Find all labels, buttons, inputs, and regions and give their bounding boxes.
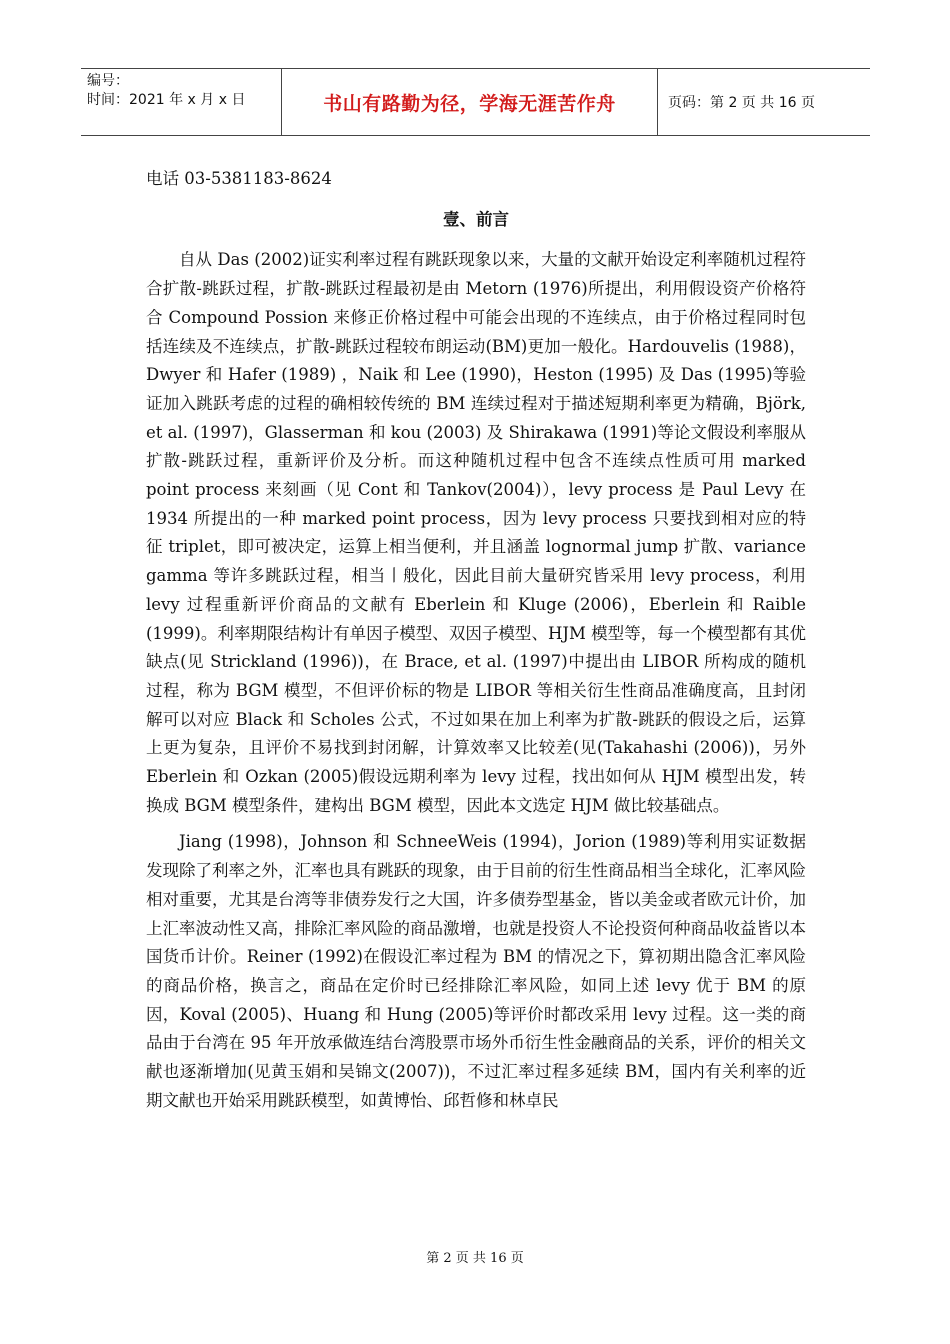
header-motto: 书山有路勤为径，学海无涯苦作舟	[282, 69, 658, 135]
phone-line: 电话 03-5381183-8624	[146, 169, 332, 188]
body-paragraph: Jiang (1998)，Johnson 和 SchneeWeis (1994)，Jorion (1989)等利用实证数据发现除了利率之外，汇率也具有跳跃的现象，由于目前的衍生性商品相当全球化，汇率风险相对重要，尤其是台湾等非债券发行之大国，许多债券型基金，皆以美金或者欧元计价，加上汇率波动性又高，排除汇率风险的商品激增，也就是投资人不论投资何种商品收益皆以本国货币计价。Reiner (1992)在假设汇率过程为 BM 的情况之下，算初期出隐含汇率风险的商品价格，换言之，商品在定价时已经排除汇率风险，如同上述 levy 优于 BM 的原因，Koval (2005)、Huang 和 Hung (2005)等评价时都改采用 levy 过程。这一类的商品由于台湾在 95 年开放承做连结台湾股票市场外币衍生性金融商品的关系，评价的相关文献也逐渐增加(见黄玉娟和吴锦文(2007))，不过汇率过程多延续 BM，国内有关利率的近期文献也开始采用跳跃模型，如黄博怡、邱哲修和林卓民	[146, 832, 806, 1110]
header-page-info: 页码：第 2 页 共 16 页	[668, 95, 815, 111]
page-header	[81, 68, 870, 136]
body-paragraph: 自从 Das (2002)证实利率过程有跳跃现象以来，大量的文献开始设定利率随机过程符合扩散-跳跃过程，扩散-跳跃过程最初是由 Metorn (1976)所提出，利用假设资产价格符合 Compound Possion 来修正价格过程中可能会出现的不连续点，由于价格过程同时包括连续及不连续点，扩散-跳跃过程较布朗运动(BM)更加一般化。Hardouvelis (1988)， Dwyer 和 Hafer (1989) ，Naik 和 Lee (1990)，Heston (1995) 及 Das (1995)等验证加入跳跃考虑的过程的确相较传统的 BM 连续过程对于描述短期利率更为精确，Björk, et al. (1997)，Glasserman 和 kou (2003) 及 Shirakawa (1991)等论文假设利率服从扩散-跳跃过程，重新评价及分析。而这种随机过程中包含不连续点性质可用 marked point process 来刻画（见 Cont 和 Tankov(2004)），levy process 是 Paul Levy 在 1934 所提出的一种 marked point process，因为 levy process 只要找到相对应的特征 triplet，即可被决定，运算上相当便利，并且涵盖 lognormal jump 扩散、variance gamma 等许多跳跃过程，相当丨般化，因此目前大量研究皆采用 levy process，利用 levy 过程重新评价商品的文献有 Eberlein 和 Kluge (2006)，Eberlein 和 Raible (1999)。利率期限结构计有单因子模型、双因子模型、HJM 模型等，每一个模型都有其优缺点(见 Strickland (1996))，在 Brace, et al. (1997)中提出由 LIBOR 所构成的随机过程，称为 BGM 模型，不但评价标的物是 LIBOR 等相关衍生性商品准确度高，且封闭解可以对应 Black 和 Scholes 公式，不过如果在加上利率为扩散-跳跃的假设之后，运算上更为复杂，且评价不易找到封闭解，计算效率又比较差(见(Takahashi (2006))，另外 Eberlein 和 Ozkan (2005)假设远期利率为 levy 过程，找出如何从 HJM 模型出发，转换成 BGM 模型条件，建构出 BGM 模型，因此本文选定 HJM 做比较基础点。	[146, 250, 806, 815]
document-number-label: 编号：	[87, 73, 129, 89]
document-time-label: 时间：2021 年 x 月 x 日	[87, 92, 246, 108]
section-title: 壹、前言	[443, 209, 509, 229]
page-footer: 第 2 页 共 16 页	[426, 1251, 524, 1266]
header-meta	[81, 69, 282, 135]
document-body	[146, 165, 806, 1116]
